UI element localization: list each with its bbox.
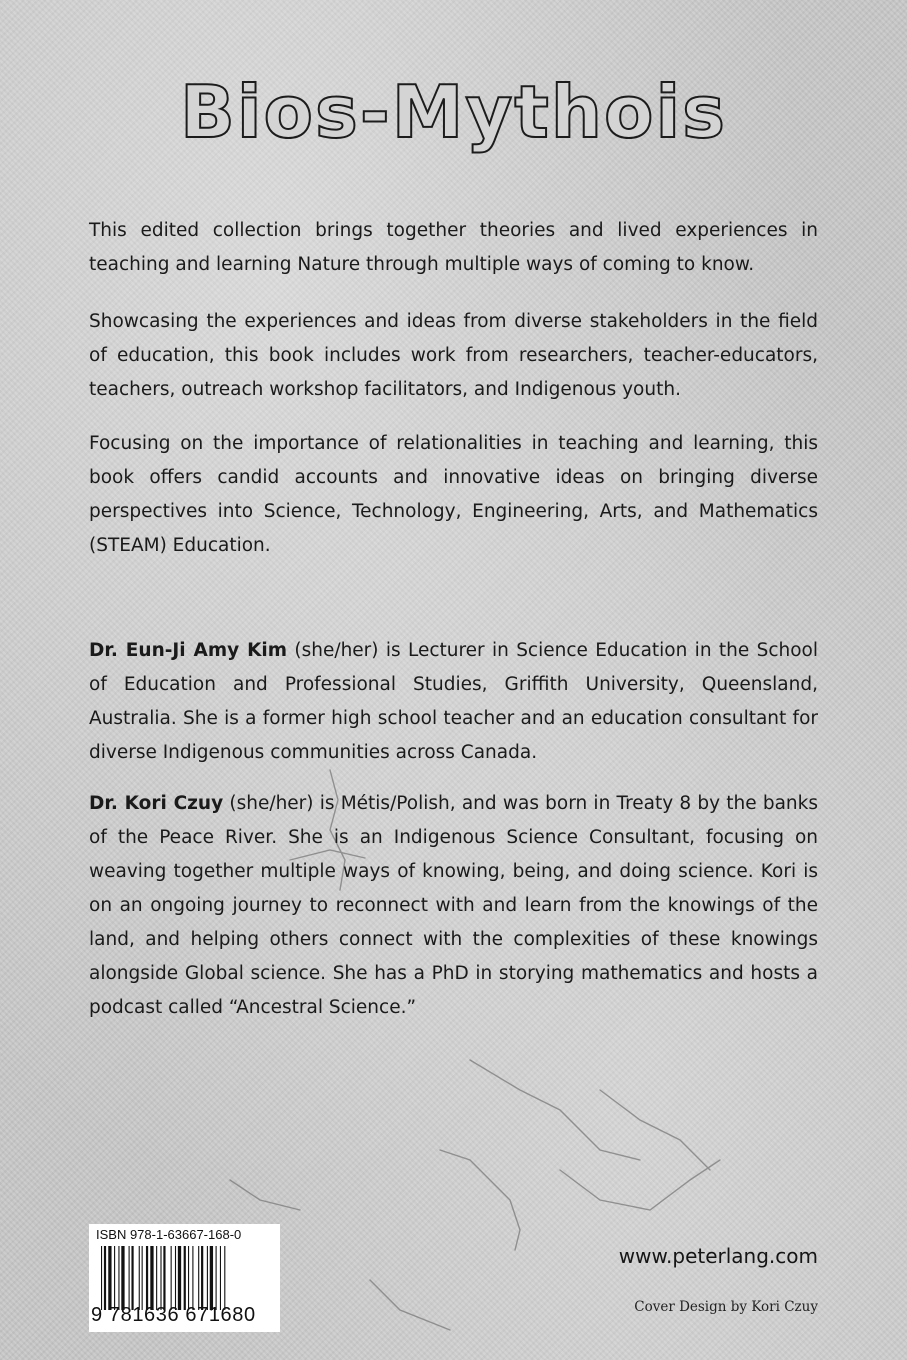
book-title: Bios-Mythois <box>179 70 728 154</box>
barcode-icon <box>101 1246 275 1310</box>
isbn-label: ISBN 978-1-63667-168-0 <box>96 1227 242 1242</box>
cover-credit: Cover Design by Kori Czuy <box>634 1299 818 1315</box>
author-bio-text-czuy: (she/her) is Métis/Polish, and was born in Treaty 8 by the banks of the Peace River. She is an Indigenous Science Consultant, focusing on weaving together multiple ways of knowing, being, and doing science. Kori is on an ongoing journey to reconnect with and learn from the knowings of the land, and helping others connect with the complexities of these knowings alongside Global science. She has a PhD in storying mathematics and hosts a podcast called “Ancestral Science.” <box>89 793 818 1018</box>
isbn-barcode-block <box>89 1224 280 1332</box>
description-paragraph-2: Showcasing the experiences and ideas from diverse stakeholders in the field of education, this book includes work from researchers, teacher-educators, teachers, outreach workshop facilitators, and Indigenous youth. <box>89 311 818 400</box>
publisher-website: www.peterlang.com <box>618 1244 818 1268</box>
author-bio-kim <box>89 634 818 770</box>
author-bio-czuy <box>89 787 818 1025</box>
author-name-czuy: Dr. Kori Czuy <box>89 793 224 814</box>
barcode-digits: 9 781636 671680 <box>91 1304 256 1326</box>
description-paragraph-1: This edited collection brings together theories and lived experiences in teaching and learning Nature through multiple ways of coming to know. <box>89 220 818 275</box>
author-name-kim: Dr. Eun-Ji Amy Kim <box>89 640 288 661</box>
description-paragraph-3: Focusing on the importance of relationalities in teaching and learning, this book offers candid accounts and innovative ideas on bringing diverse perspectives into Science, Technology, Engineering, Arts, and Mathematics (STEAM) Education. <box>89 433 818 556</box>
author-bio-text-kim: (she/her) is Lecturer in Science Education in the School of Education and Professional Studies, Griffith University, Queensland, Australia. She is a former high school teacher and an education consultant for diverse Indigenous communities across Canada. <box>89 640 818 763</box>
